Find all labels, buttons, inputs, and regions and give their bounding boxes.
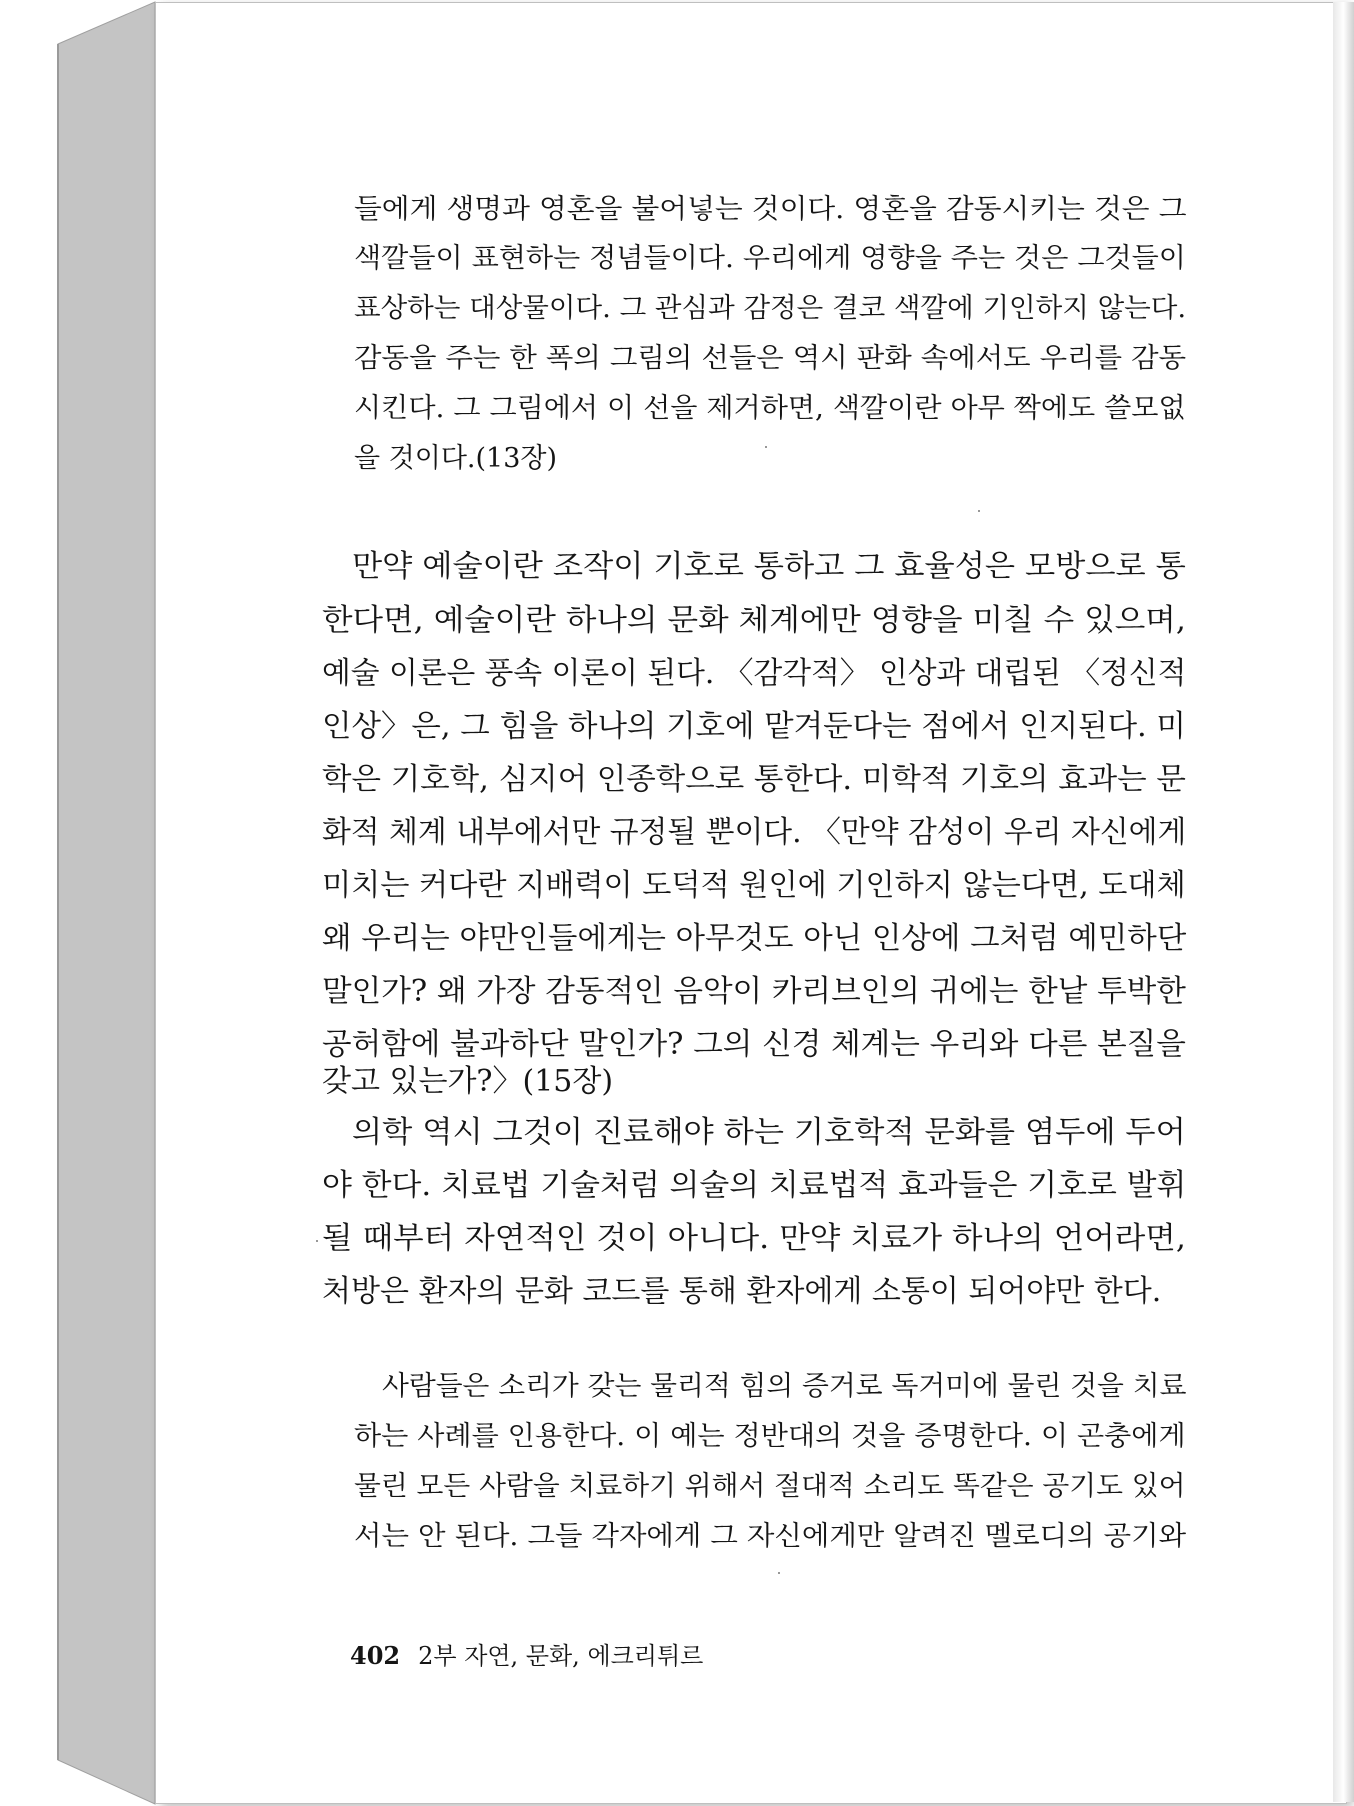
text-line: 을 것이다.(13장) — [354, 443, 557, 474]
text-line: 한다면, 예술이란 하나의 문화 체계에만 영향을 미칠 수 있으며, — [322, 603, 1186, 638]
text-line: 야 한다. 치료법 기술처럼 의술의 치료법적 효과들은 기호로 발휘 — [322, 1168, 1187, 1203]
text-line: 사람들은 소리가 갖는 물리적 힘의 증거로 독거미에 물린 것을 치료 — [382, 1371, 1187, 1402]
text-line: 표상하는 대상물이다. 그 관심과 감정은 결코 색깔에 기인하지 않는다. — [354, 293, 1187, 324]
text-line: 갖고 있는가?〉(15장) — [322, 1064, 614, 1099]
text-line: 들에게 생명과 영혼을 불어넣는 것이다. 영혼을 감동시키는 것은 그 — [354, 194, 1187, 225]
text-line: 서는 안 된다. 그들 각자에게 그 자신에게만 알려진 멜로디의 공기와 — [354, 1521, 1187, 1552]
text-line: 감동을 주는 한 폭의 그림의 선들은 역시 판화 속에서도 우리를 감동 — [354, 343, 1187, 374]
book-spine — [0, 0, 160, 1806]
scan-speck — [316, 1240, 318, 1242]
text-line: 학은 기호학, 심지어 인종학으로 통한다. 미학적 기호의 효과는 문 — [322, 762, 1186, 797]
text-line: 미치는 커다란 지배력이 도덕적 원인에 기인하지 않는다면, 도대체 — [322, 868, 1186, 903]
text-line: 물린 모든 사람을 치료하기 위해서 절대적 소리도 똑같은 공기도 있어 — [354, 1471, 1186, 1502]
page-edge — [1333, 2, 1354, 1802]
text-line: 공허함에 불과하단 말인가? 그의 신경 체계는 우리와 다른 본질을 — [322, 1027, 1186, 1062]
text-line: 왜 우리는 야만인들에게는 아무것도 아닌 인상에 그처럼 예민하단 — [322, 921, 1187, 956]
text-line: 화적 체계 내부에서만 규정될 뿐이다. 〈만약 감성이 우리 자신에게 — [322, 815, 1187, 850]
text-line: 인상〉은, 그 힘을 하나의 기호에 맡겨둔다는 점에서 인지된다. 미 — [322, 709, 1186, 744]
text-line: 만약 예술이란 조작이 기호로 통하고 그 효율성은 모방으로 통 — [352, 549, 1186, 584]
text-line: 예술 이론은 풍속 이론이 된다. 〈감각적〉 인상과 대립된 〈정신적 — [322, 656, 1187, 691]
text-line: 될 때부터 자연적인 것이 아니다. 만약 치료가 하나의 언어라면, — [322, 1221, 1186, 1256]
running-head: 2부 자연, 문화, 에크리튀르 — [418, 1642, 704, 1670]
page-footer — [350, 1636, 703, 1671]
text-line: 처방은 환자의 문화 코드를 통해 환자에게 소통이 되어야만 한다. — [322, 1274, 1162, 1309]
text-line: 말인가? 왜 가장 감동적인 음악이 카리브인의 귀에는 한낱 투박한 — [322, 974, 1186, 1009]
scan-speck — [978, 510, 980, 512]
text-line: 하는 사례를 인용한다. 이 예는 정반대의 것을 증명한다. 이 곤충에게 — [354, 1421, 1186, 1452]
scan-speck — [765, 446, 767, 448]
text-line: 색깔들이 표현하는 정념들이다. 우리에게 영향을 주는 것은 그것들이 — [354, 243, 1186, 274]
page-number: 402 — [350, 1641, 401, 1670]
scan-speck — [778, 1572, 780, 1574]
text-line: 시킨다. 그 그림에서 이 선을 제거하면, 색깔이란 아무 짝에도 쓸모없 — [354, 393, 1186, 424]
text-line: 의학 역시 그것이 진료해야 하는 기호학적 문화를 염두에 두어 — [352, 1115, 1186, 1150]
